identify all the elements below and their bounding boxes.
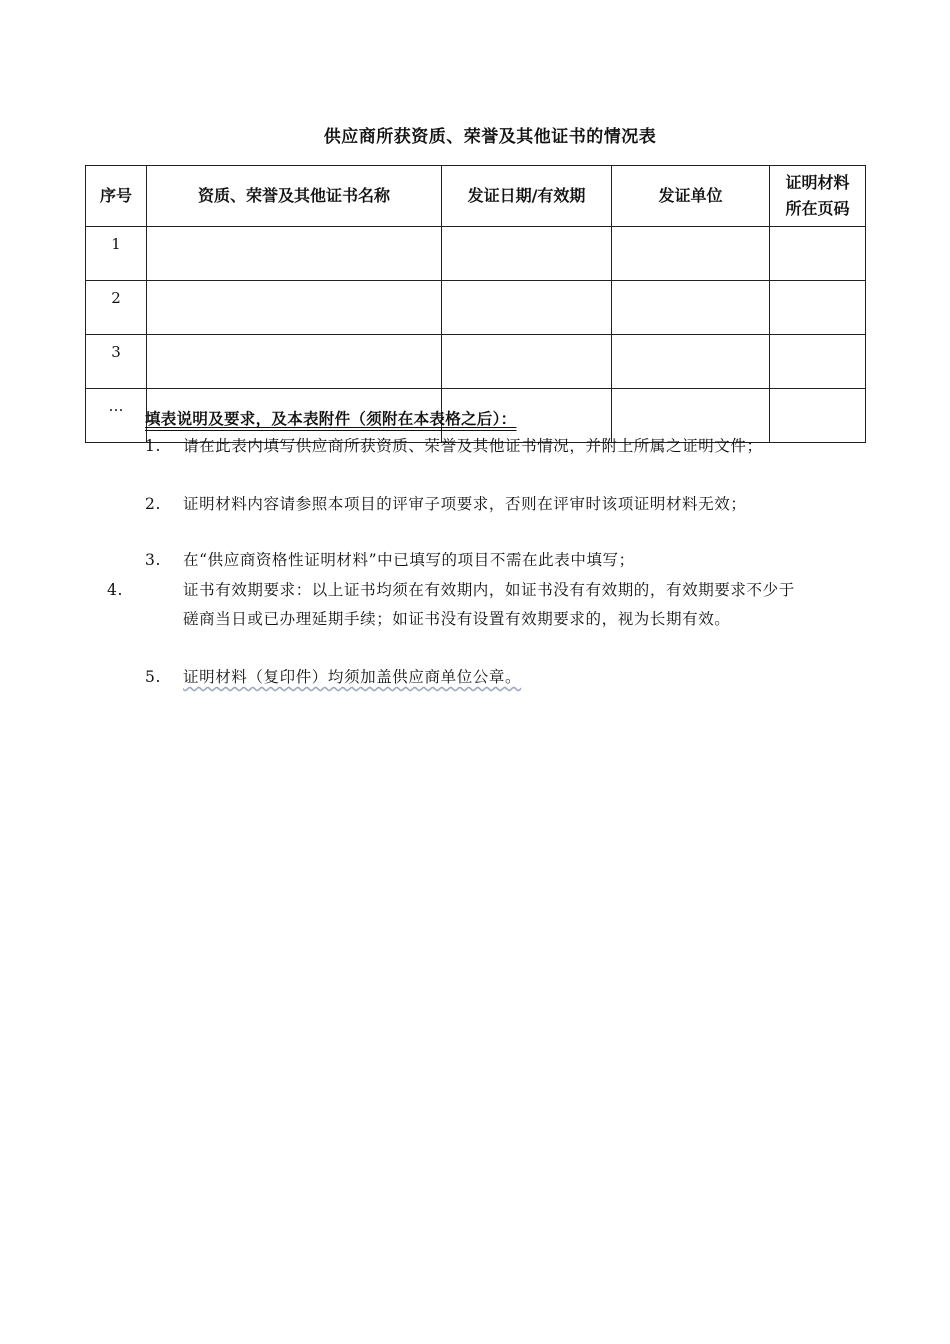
page-number-cell[interactable]: [770, 335, 866, 389]
issuer-cell[interactable]: [612, 335, 770, 389]
header-page-number: [770, 166, 866, 227]
page-number-cell[interactable]: [770, 281, 866, 335]
note-text: 证明材料（复印件）均须加盖供应商单位公章。: [183, 668, 522, 686]
note-item: [145, 546, 810, 575]
row-index: …: [86, 389, 147, 443]
issuer-cell[interactable]: [612, 227, 770, 281]
issue-date-cell[interactable]: [442, 227, 612, 281]
certificate-name-cell[interactable]: [147, 281, 442, 335]
note-text: 在“供应商资格性证明材料”中已填写的项目不需在此表中填写；: [183, 551, 635, 569]
certificate-table: [85, 165, 866, 443]
issue-date-cell[interactable]: [442, 281, 612, 335]
header-page-number-line2: 所在页码: [785, 199, 850, 218]
notes-heading: 填表说明及要求，及本表附件（须附在本表格之后）：: [145, 410, 517, 428]
page-number-cell[interactable]: [770, 227, 866, 281]
note-number: 5.: [145, 668, 161, 686]
table-row: [86, 281, 866, 335]
note-number: 4.: [107, 581, 123, 599]
note-number: 3.: [145, 551, 161, 569]
note-item: [145, 432, 810, 461]
certificate-name-cell[interactable]: [147, 227, 442, 281]
issuer-cell[interactable]: [612, 281, 770, 335]
header-issue-date: 发证日期/有效期: [442, 166, 612, 227]
issue-date-cell[interactable]: [442, 335, 612, 389]
header-index: 序号: [86, 166, 147, 227]
document-title: 供应商所获资质、荣誉及其他证书的情况表: [323, 127, 657, 147]
table-header-row: [86, 166, 866, 227]
header-page-number-line1: 证明材料: [785, 173, 850, 192]
row-index: 2: [86, 281, 147, 335]
note-number: 2.: [145, 495, 161, 513]
note-text: 证明材料内容请参照本项目的评审子项要求，否则在评审时该项证明材料无效；: [183, 495, 747, 513]
row-index: 3: [86, 335, 147, 389]
header-issuer: 发证单位: [612, 166, 770, 227]
note-text: 证书有效期要求：以上证书均须在有效期内，如证书没有有效期的，有效期要求不少于磋商当日或已办理延期手续；如证书没有设置有效期要求的，视为长期有效。: [183, 581, 795, 628]
header-certificate-name: 资质、荣誉及其他证书名称: [147, 166, 442, 227]
note-text: 请在此表内填写供应商所获资质、荣誉及其他证书情况，并附上所属之证明文件；: [183, 437, 763, 455]
note-item: [107, 576, 810, 634]
table-row: [86, 335, 866, 389]
note-item: [145, 663, 810, 692]
note-number: 1.: [145, 437, 161, 455]
table-row: [86, 227, 866, 281]
certificate-name-cell[interactable]: [147, 335, 442, 389]
note-item: [145, 490, 810, 519]
row-index: 1: [86, 227, 147, 281]
